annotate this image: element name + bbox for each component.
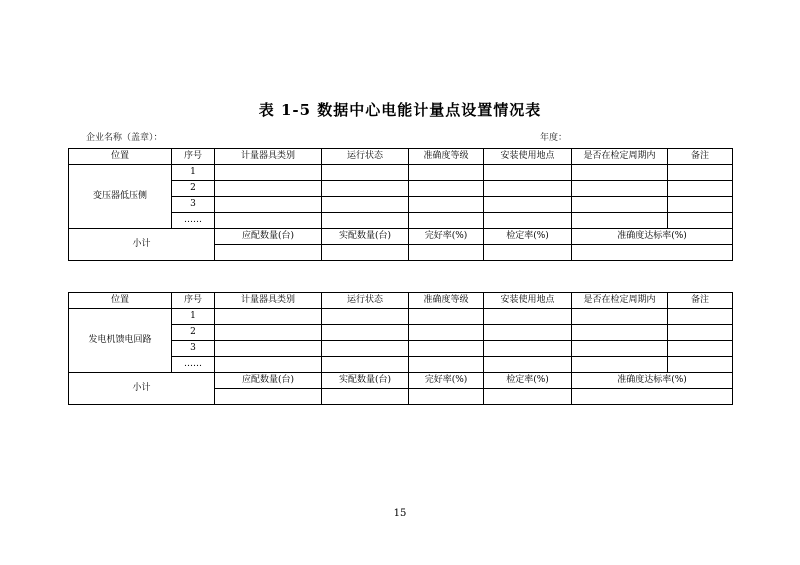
row-index: 3 — [172, 197, 215, 213]
col-remarks: 备注 — [668, 293, 733, 309]
row-index: 1 — [172, 165, 215, 181]
subtotal-col-intact-rate: 完好率(%) — [409, 229, 484, 245]
row-index: 1 — [172, 309, 215, 325]
col-install-place: 安装使用地点 — [484, 149, 572, 165]
page-number: 15 — [393, 508, 407, 519]
col-remarks: 备注 — [668, 149, 733, 165]
col-install-place: 安装使用地点 — [484, 293, 572, 309]
location-cell: 发电机馈电回路 — [69, 309, 172, 373]
col-accuracy-class: 准确度等级 — [409, 149, 484, 165]
subtotal-header-row — [69, 229, 733, 245]
header-row — [69, 149, 733, 165]
company-name-label: 企业名称（盖章）： — [86, 133, 163, 143]
col-in-calibration: 是否在检定周期内 — [572, 293, 668, 309]
row-index: 3 — [172, 341, 215, 357]
location-cell: 变压器低压侧 — [69, 165, 172, 229]
col-accuracy-class: 准确度等级 — [409, 293, 484, 309]
subtotal-col-accuracy-rate: 准确度达标率(%) — [572, 229, 733, 245]
table-row — [69, 165, 733, 181]
subtotal-label: 小计 — [69, 373, 215, 405]
col-instrument-type: 计量器具类别 — [215, 293, 322, 309]
subtotal-col-required: 应配数量(台) — [215, 373, 322, 389]
row-index: …… — [172, 213, 215, 229]
col-running-state: 运行状态 — [322, 293, 409, 309]
subtotal-col-calibration-rate: 检定率(%) — [484, 373, 572, 389]
col-index: 序号 — [172, 293, 215, 309]
row-index: 2 — [172, 325, 215, 341]
metering-table-1 — [68, 148, 733, 261]
col-instrument-type: 计量器具类别 — [215, 149, 322, 165]
col-location: 位置 — [69, 149, 172, 165]
subtotal-col-actual: 实配数量(台) — [322, 229, 409, 245]
col-in-calibration: 是否在检定周期内 — [572, 149, 668, 165]
col-index: 序号 — [172, 149, 215, 165]
subtotal-col-accuracy-rate: 准确度达标率(%) — [572, 373, 733, 389]
header-row — [69, 293, 733, 309]
year-label: 年度： — [540, 133, 568, 143]
subtotal-header-row — [69, 373, 733, 389]
page-title: 表 1-5 数据中心电能计量点设置情况表 — [258, 101, 542, 119]
col-running-state: 运行状态 — [322, 149, 409, 165]
col-location: 位置 — [69, 293, 172, 309]
table-row — [69, 309, 733, 325]
subtotal-col-calibration-rate: 检定率(%) — [484, 229, 572, 245]
subtotal-label: 小计 — [69, 229, 215, 261]
subtotal-col-intact-rate: 完好率(%) — [409, 373, 484, 389]
row-index: …… — [172, 357, 215, 373]
row-index: 2 — [172, 181, 215, 197]
subtotal-col-required: 应配数量(台) — [215, 229, 322, 245]
subtotal-col-actual: 实配数量(台) — [322, 373, 409, 389]
metering-table-2 — [68, 292, 733, 405]
